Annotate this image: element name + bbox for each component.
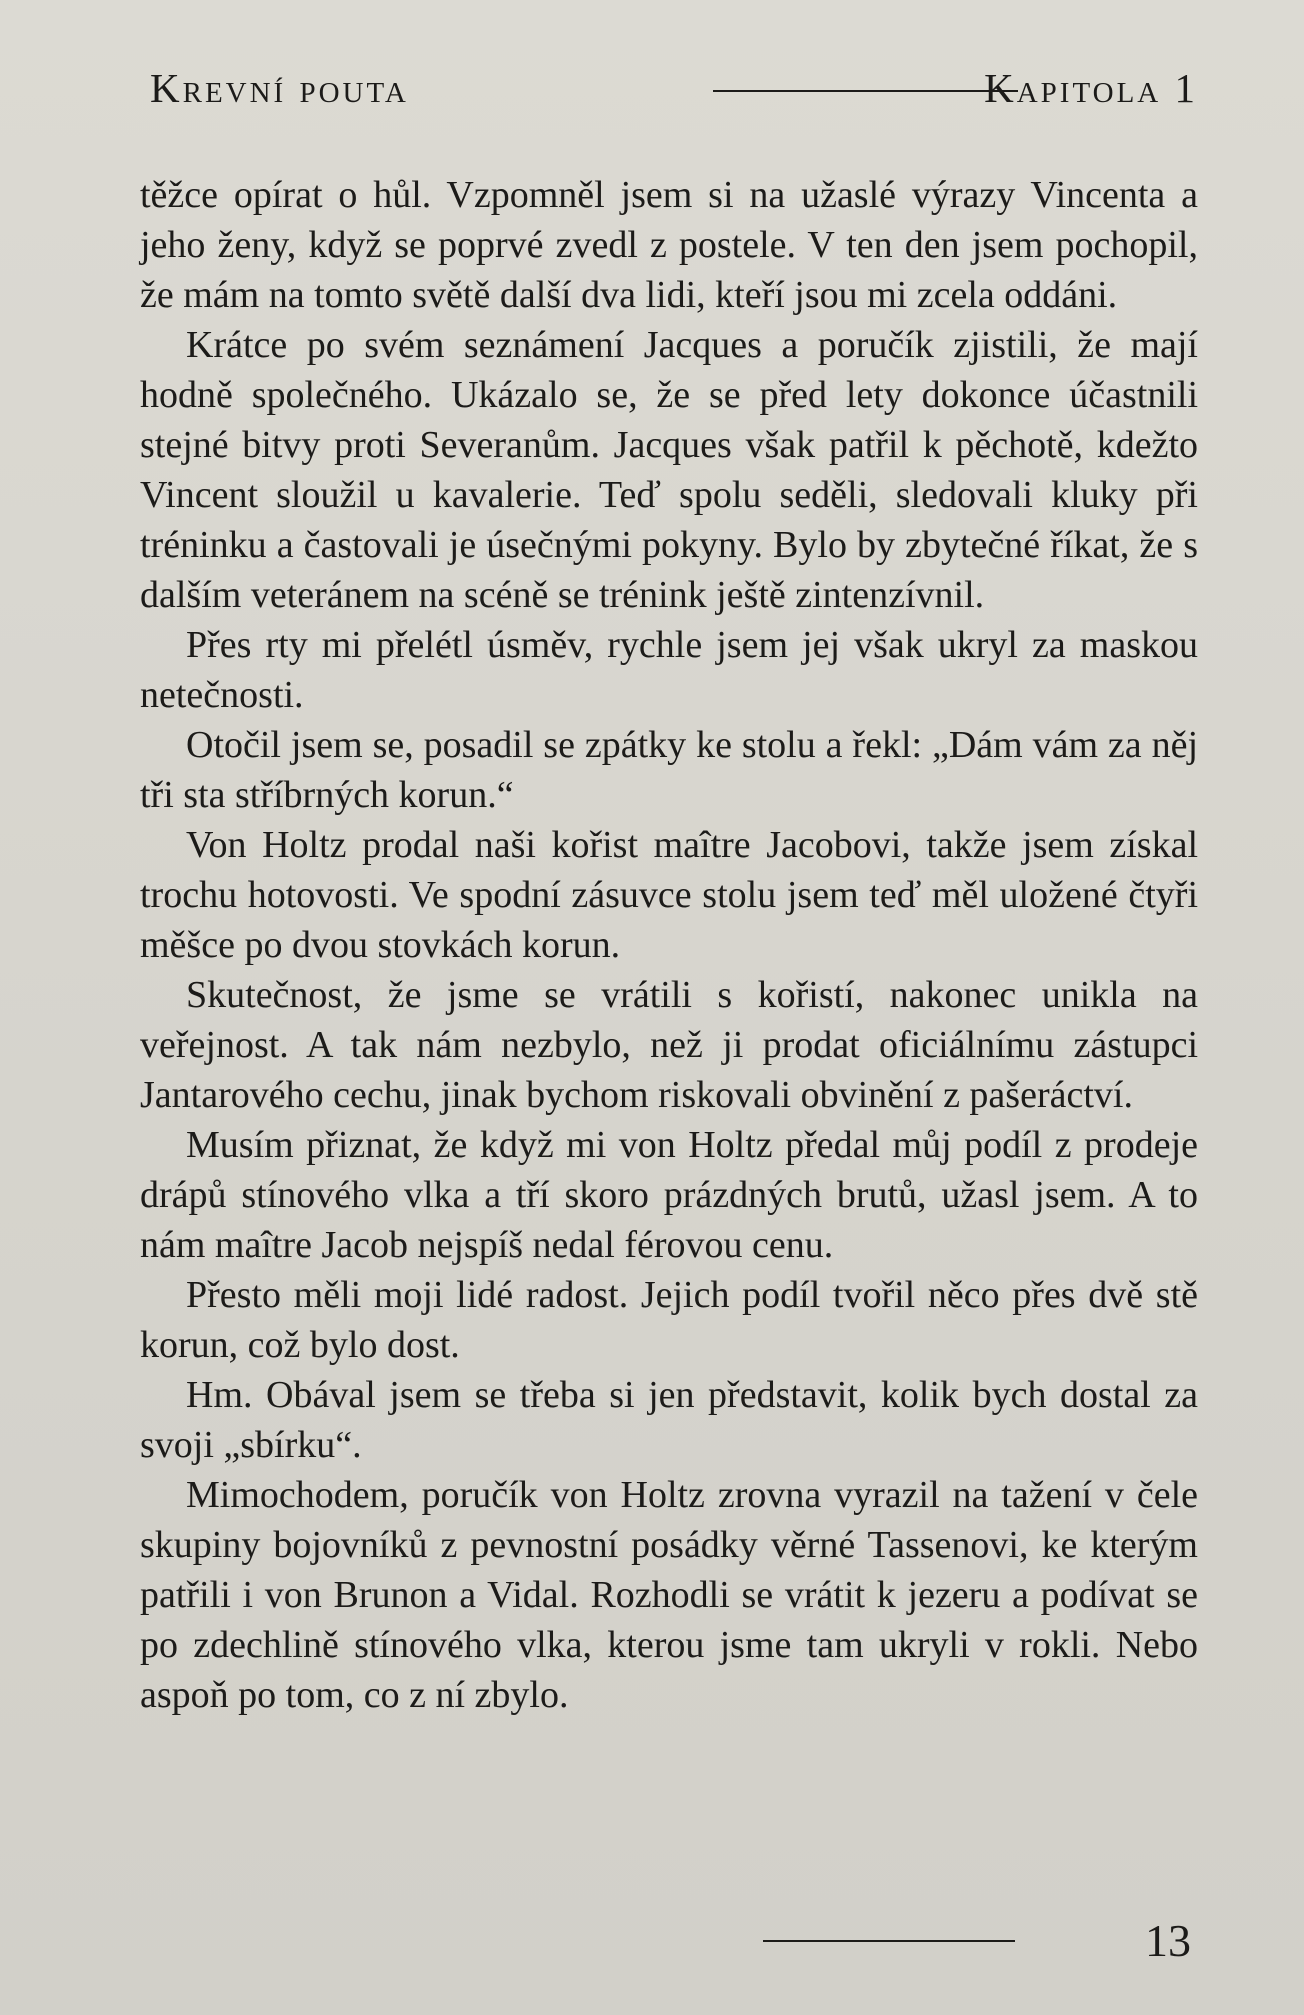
paragraph: Přesto měli moji lidé radost. Jejich podíl tvořil něco přes dvě stě korun, což bylo dost. — [140, 1274, 1198, 1366]
paragraph: Krátce po svém seznámení Jacques a poručík zjistili, že mají hodně společného. Ukázalo se, že se před lety dokonce účastnili stejné bitvy proti Severanům. Jacques však patřil k pěchotě, kdežto Vincent sloužil u kavalerie. Teď spolu seděli, sledovali kluky při tréninku a častovali je úsečnými pokyny. Bylo by zbytečné říkat, že s dalším veteránem na scéně se trénink ještě zintenzívnil. — [140, 324, 1198, 616]
paragraph: Musím přiznat, že když mi von Holtz předal můj podíl z prodeje drápů stínového vlka a tří skoro prázdných brutů, užasl jsem. A to nám maître Jacob nejspíš nedal férovou cenu. — [140, 1124, 1198, 1266]
paragraph: Von Holtz prodal naši kořist maître Jacobovi, takže jsem získal trochu hotovosti. Ve spodní zásuvce stolu jsem teď měl uložené čtyři měšce po dvou stovkách korun. — [140, 824, 1198, 966]
page-number: 13 — [1145, 1915, 1191, 1966]
paragraph: Hm. Obával jsem se třeba si jen představit, kolik bych dostal za svoji „sbírku“. — [140, 1374, 1198, 1466]
paragraph: Otočil jsem se, posadil se zpátky ke stolu a řekl: „Dám vám za něj tři sta stříbrných korun.“ — [140, 724, 1198, 816]
running-header — [150, 62, 1198, 114]
header-rule — [713, 90, 1018, 92]
book-title: Krevní pouta — [150, 65, 409, 111]
chapter-title: Kapitola 1 — [984, 65, 1198, 111]
footer-rule — [763, 1940, 1015, 1942]
paragraph: Skutečnost, že jsme se vrátili s kořistí, nakonec unikla na veřejnost. A tak nám nezbylo, než ji prodat oficiálnímu zástupci Jantarového cechu, jinak bychom riskovali obvinění z pašeráctví. — [140, 974, 1198, 1116]
paragraph: Přes rty mi přelétl úsměv, rychle jsem jej však ukryl za maskou netečnosti. — [140, 624, 1198, 716]
body-text — [140, 170, 1198, 1720]
paragraph: Mimochodem, poručík von Holtz zrovna vyrazil na tažení v čele skupiny bojovníků z pevnostní posádky věrné Tassenovi, ke kterým patřili i von Brunon a Vidal. Rozhodli se vrátit k jezeru a podívat se po zdechlině stínového vlka, kterou jsme tam ukryli v rokli. Nebo aspoň po tom, co z ní zbylo. — [140, 1474, 1198, 1716]
paragraph: těžce opírat o hůl. Vzpomněl jsem si na užaslé výrazy Vincenta a jeho ženy, když se poprvé zvedl z postele. V ten den jsem pochopil, že mám na tomto světě další dva lidi, kteří jsou mi zcela oddáni. — [140, 174, 1198, 316]
